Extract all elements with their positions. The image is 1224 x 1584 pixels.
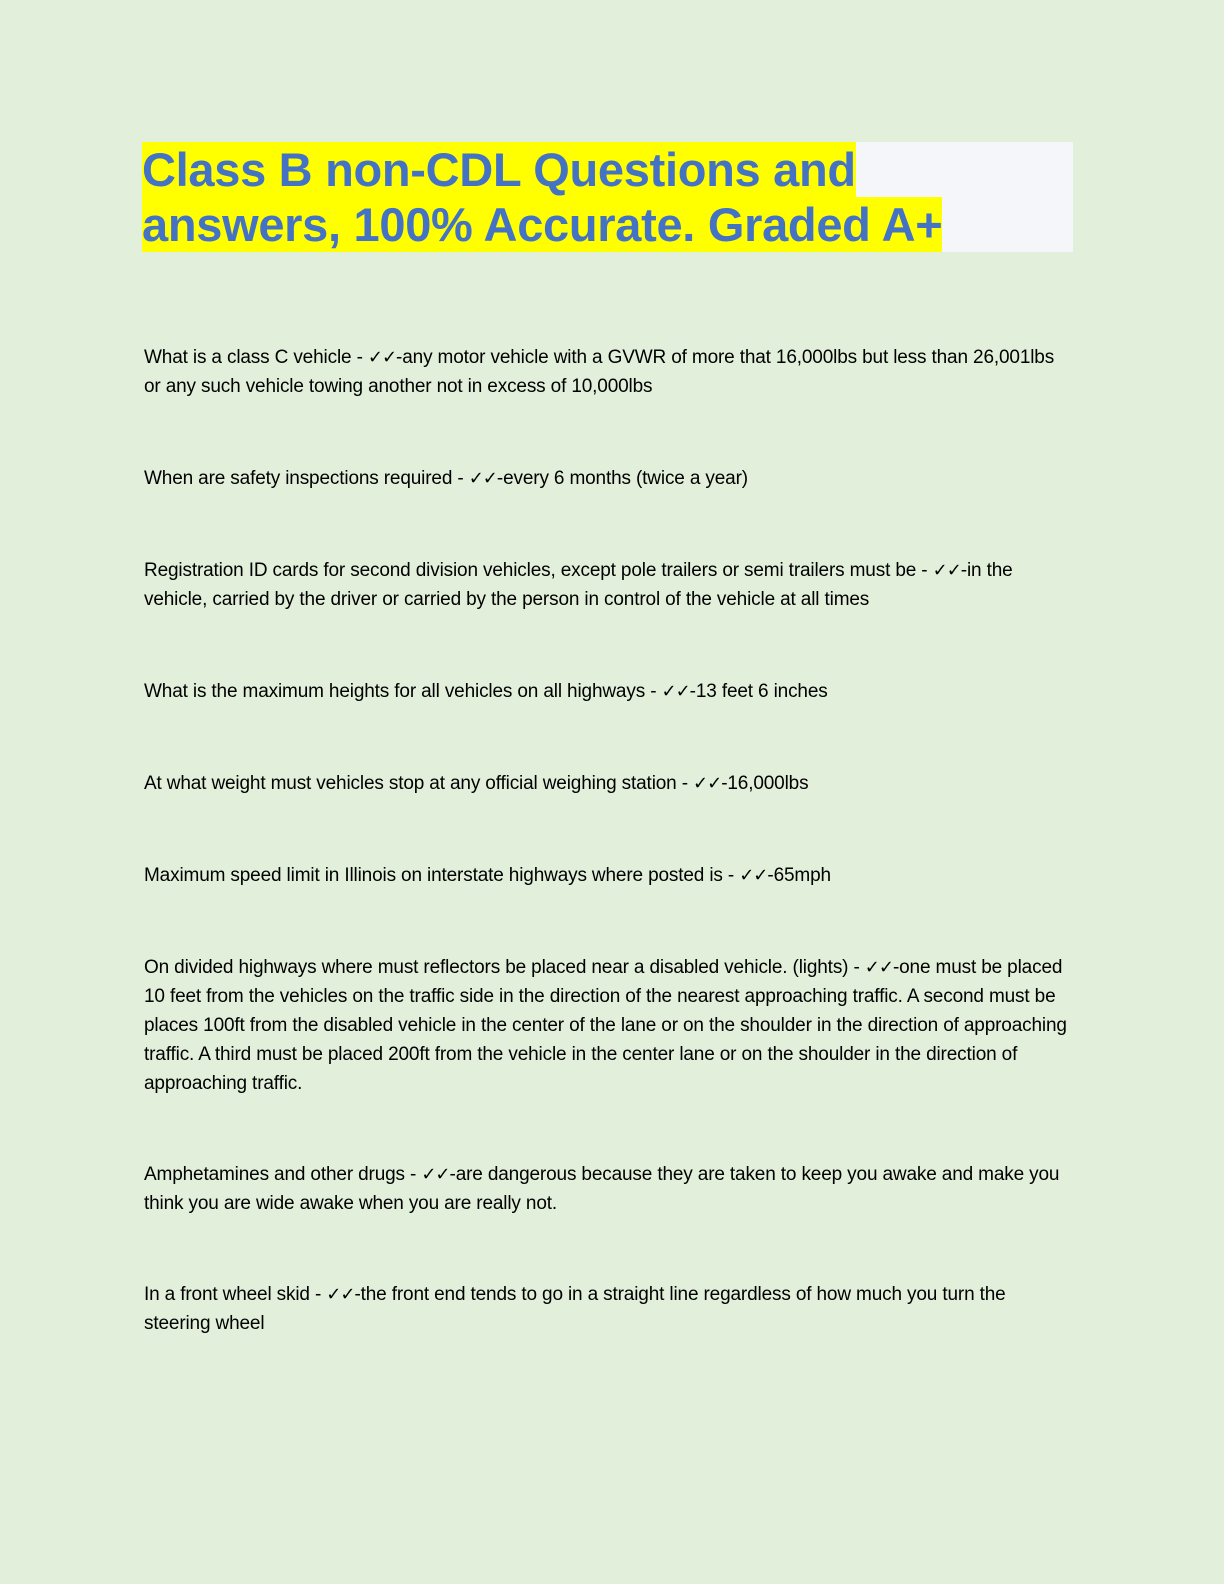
answer-text: 13 feet 6 inches: [695, 681, 828, 702]
qa-item: Maximum speed limit in Illinois on interstate highways where posted is - ✓✓-65mph: [144, 865, 831, 886]
answer-text: are dangerous because they are taken to keep you awake and make you think you are wide awake when you are really not.: [144, 1164, 1060, 1214]
check-mark-icon: ✓✓: [932, 560, 961, 581]
question-text: Registration ID cards for second division vehicles, except pole trailers or semi trailers must be: [144, 560, 917, 581]
qa-item: What is a class C vehicle - ✓✓-any motor vehicle with a GVWR of more that 16,000lbs but less than 26,001lbs or any such vehicle towing another not in excess of 10,000lbs: [144, 347, 1055, 397]
question-text: When are safety inspections required: [144, 468, 453, 489]
answer-text: in the vehicle, carried by the driver or carried by the person in control of the vehicle at all times: [144, 560, 1013, 610]
qa-item: In a front wheel skid - ✓✓-the front end tends to go in a straight line regardless of how much you turn the steering wheel: [144, 1284, 1006, 1334]
answer-text: 16,000lbs: [727, 773, 809, 794]
check-mark-icon: ✓✓: [326, 1284, 355, 1305]
qa-item: When are safety inspections required - ✓✓-every 6 months (twice a year): [144, 468, 748, 489]
document-title: [142, 142, 1073, 252]
check-mark-icon: ✓✓: [661, 681, 690, 702]
answer-text: one must be placed 10 feet from the vehicles on the traffic side in the direction of the nearest approaching traffic. A second must be places 100ft from the disabled vehicle in the center of the lane or on the shoulder in the direction of approaching traffic. A third must be placed 200ft from the vehicle in the center lane or on the shoulder in the direction of approaching traffic.: [144, 957, 1067, 1094]
qa-item: At what weight must vehicles stop at any official weighing station - ✓✓-16,000lbs: [144, 773, 809, 794]
check-mark-icon: ✓✓: [864, 957, 893, 978]
title-line-1: Class B non-CDL Questions and: [142, 143, 856, 196]
answer-text: 65mph: [773, 865, 831, 886]
check-mark-icon: ✓✓: [739, 865, 768, 886]
question-text: What is a class C vehicle: [144, 347, 352, 368]
qa-item: Registration ID cards for second division vehicles, except pole trailers or semi trailers must be - ✓✓-in the vehicle, carried by the driver or carried by the person in control of the vehicle at all times: [144, 560, 1013, 610]
question-text: In a front wheel skid: [144, 1284, 310, 1305]
check-mark-icon: ✓✓: [367, 347, 397, 368]
answer-text: the front end tends to go in a straight line regardless of how much you turn the steering wheel: [144, 1284, 1006, 1334]
question-text: What is the maximum heights for all vehicles on all highways: [144, 681, 646, 702]
check-mark-icon: ✓✓: [421, 1164, 450, 1185]
qa-item: Amphetamines and other drugs - ✓✓-are dangerous because they are taken to keep you awake and make you think you are wide awake when you are really not.: [144, 1164, 1060, 1214]
check-mark-icon: ✓✓: [693, 773, 722, 794]
title-line-2: answers, 100% Accurate. Graded A+: [142, 198, 943, 251]
question-text: At what weight must vehicles stop at any official weighing station: [144, 773, 677, 794]
answer-text: any motor vehicle with a GVWR of more that 16,000lbs but less than 26,001lbs or any such vehicle towing another not in excess of 10,000lbs: [144, 347, 1055, 397]
question-text: On divided highways where must reflectors be placed near a disabled vehicle. (lights): [144, 957, 849, 978]
question-text: Amphetamines and other drugs: [144, 1164, 405, 1185]
check-mark-icon: ✓✓: [468, 468, 497, 489]
qa-item: What is the maximum heights for all vehicles on all highways - ✓✓-13 feet 6 inches: [144, 681, 828, 702]
qa-item: On divided highways where must reflectors be placed near a disabled vehicle. (lights) - ✓✓-one must be placed 10 feet from the vehicles on the traffic side in the direction of the nearest approaching traffic. A second must be places 100ft from the disabled vehicle in the center of the lane or on the shoulder in the direction of approaching traffic. A third must be placed 200ft from the vehicle in the center lane or on the shoulder in the direction of approaching traffic.: [144, 957, 1067, 1094]
answer-text: every 6 months (twice a year): [503, 468, 748, 489]
question-text: Maximum speed limit in Illinois on interstate highways where posted is: [144, 865, 723, 886]
